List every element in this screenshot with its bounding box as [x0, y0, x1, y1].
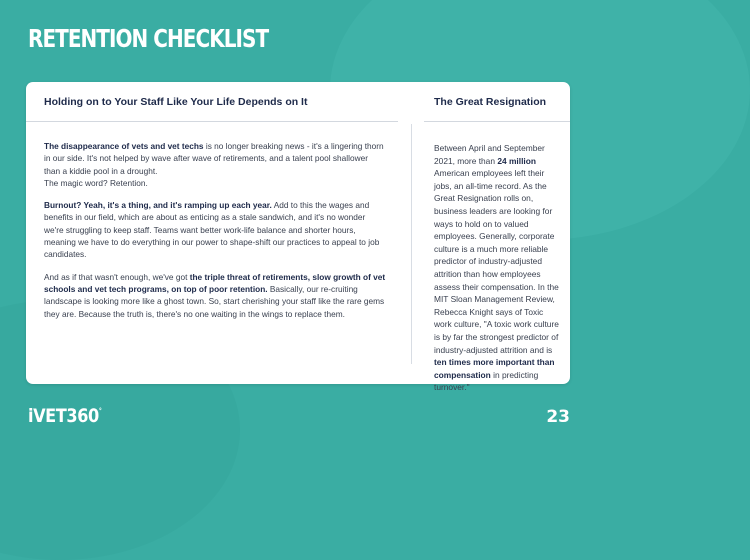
page-title: RETENTION CHECKLIST [28, 24, 269, 53]
paragraph-emphasis: The disappearance of vets and vet techs [44, 141, 204, 151]
content-card [26, 82, 570, 393]
paragraph-text: The magic word? Retention. [44, 177, 148, 188]
sidebar-text: in predicting turnover." [434, 369, 539, 393]
paragraph-emphasis: Burnout? Yeah, it's a thing, and it's ramping up each year. [44, 200, 272, 211]
paragraph-text: is no longer breaking news - it's a lingering thorn in our side. It's not helped by wave after wave of retirements, and a talent pool shallower than a kiddie pool in a drought. [44, 141, 384, 176]
paragraph-text: And as if that wasn't enough, we've got [44, 271, 190, 282]
brand-logo-text: iVET360 [28, 405, 99, 427]
main-column-body [26, 122, 398, 320]
paragraph-text: Basically, our re-cruiting landscape is looking more like a ghost town. So, start cherishing your staff like the rare gems they are. Because the truth is, there's no one waiting in the wings to replace them. [44, 283, 385, 319]
brand-logo-mark: ° [98, 407, 102, 415]
paragraph-emphasis: the triple threat of retirements, slow growth of vet schools and vet tech programs, on top of poor retention. [44, 271, 386, 294]
paragraph [44, 140, 386, 189]
sidebar-text: Between April and September 2021, more than [434, 143, 545, 166]
sidebar-emphasis: 24 million [497, 155, 536, 166]
sidebar-column [424, 82, 570, 393]
column-divider [411, 124, 412, 364]
sidebar-text: American employees left their jobs, an all-time record. As the Great Resignation rolls on, business leaders are looking for ways to hold on to valued employees. Generally, corporate culture is a much more reliable predictor of industry-adjusted attrition than how employees assess their compensation. In the MIT Sloan Management Review, Rebecca Knight says of Toxic work culture, "A toxic work culture is by far the strongest predictor of industry-adjusted attrition and is [434, 168, 559, 355]
brand-logo [28, 405, 101, 427]
sidebar-body [424, 122, 570, 394]
sidebar-heading: The Great Resignation [424, 82, 570, 122]
paragraph [44, 199, 386, 260]
paragraph [44, 271, 386, 320]
main-column-heading: Holding on to Your Staff Like Your Life Depends on It [26, 82, 398, 122]
page-number: 23 [546, 407, 570, 427]
main-column [26, 82, 398, 384]
sidebar-emphasis: ten times more important than compensation [434, 357, 555, 380]
paragraph-text: Add to this the wages and benefits in our field, which are about as enticing as a stale sandwich, and it's no wonder we're struggling to keep staff. Teams want better work-life balance and shorter hours, meaning we have to do everything in our power to shape-shift our practices to appeal to job candidates. [44, 200, 380, 260]
